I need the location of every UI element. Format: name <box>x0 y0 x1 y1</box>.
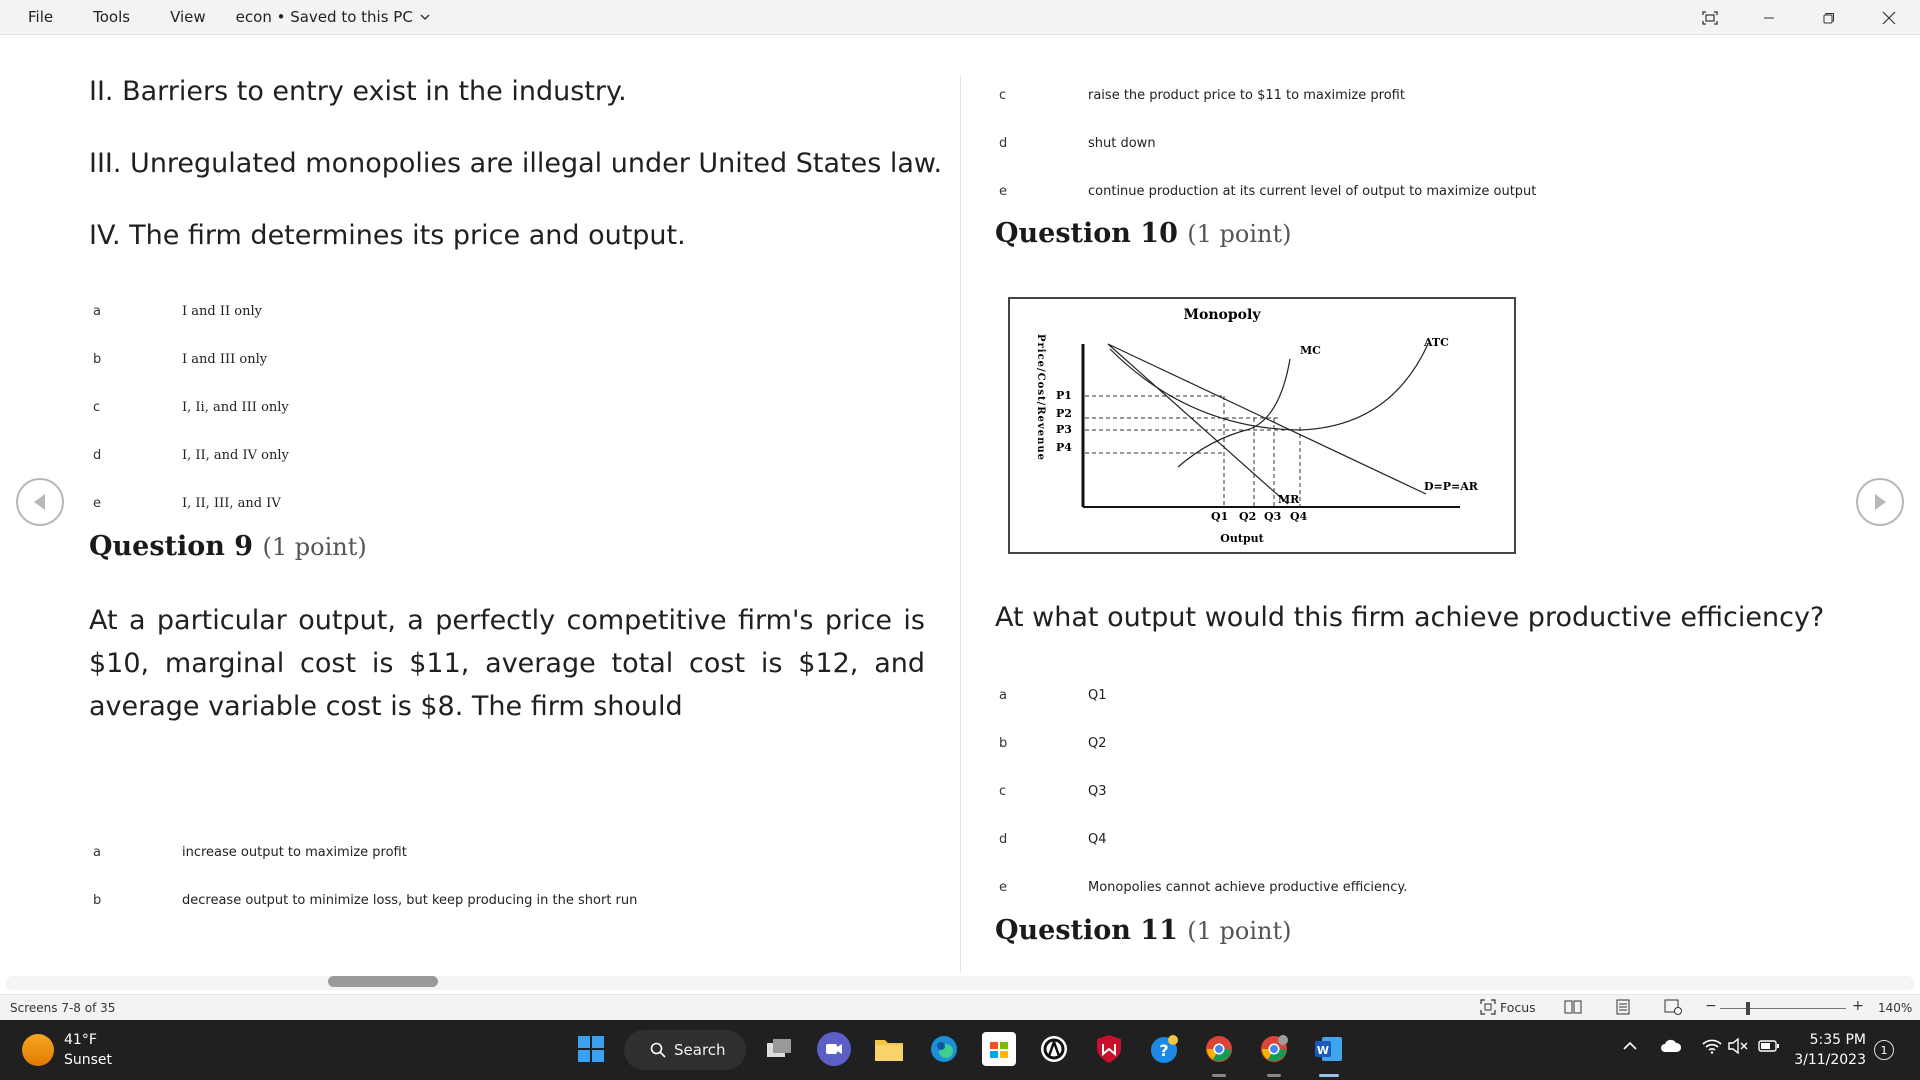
statement-iv: IV. The firm determines its price and output. <box>89 220 686 251</box>
weather-condition: Sunset <box>64 1052 113 1068</box>
chrome-profile-icon[interactable] <box>1257 1032 1291 1066</box>
option-letter: a <box>93 845 101 860</box>
monopoly-chart <box>1008 297 1516 554</box>
qty-label-q4: Q4 <box>1290 510 1308 523</box>
zoom-slider-track[interactable] <box>1720 1008 1846 1009</box>
zoom-slider-thumb[interactable] <box>1746 1002 1750 1015</box>
document-title: econ • Saved to this PC <box>235 8 413 26</box>
option-text: Monopolies cannot achieve productive efficiency. <box>1088 880 1408 895</box>
arrow-right-icon <box>1872 493 1888 511</box>
option-text: increase output to maximize profit <box>182 845 407 860</box>
atc-label: ATC <box>1424 336 1449 349</box>
option-text: I, II, III, and IV <box>182 496 281 511</box>
option-text: decrease output to minimize loss, but keep producing in the short run <box>182 893 638 908</box>
focus-label: Focus <box>1500 999 1536 1015</box>
word-active-indicator <box>1319 1074 1339 1077</box>
option-letter: e <box>93 496 101 511</box>
task-view-icon[interactable] <box>762 1032 796 1066</box>
atc-curve <box>1110 344 1428 430</box>
focus-button[interactable] <box>1480 999 1536 1015</box>
chrome-icon[interactable] <box>1202 1032 1236 1066</box>
page-divider <box>960 76 961 988</box>
menu-view[interactable]: View <box>170 8 206 26</box>
zoom-level[interactable]: 140% <box>1878 1001 1913 1015</box>
read-mode-icon[interactable] <box>1562 998 1584 1016</box>
system-clock[interactable] <box>1790 1030 1866 1070</box>
svg-text:?: ? <box>1159 1041 1169 1060</box>
question-10-heading <box>995 218 1292 249</box>
option-letter: b <box>93 893 102 908</box>
qty-label-q3: Q3 <box>1264 510 1282 523</box>
file-explorer-icon[interactable] <box>872 1032 906 1066</box>
previous-screen-button[interactable] <box>16 478 64 526</box>
chrome-profile-running-indicator <box>1267 1074 1281 1077</box>
document-title-dropdown[interactable] <box>236 8 431 26</box>
weather-temp: 41°F <box>64 1032 97 1048</box>
taskbar <box>0 1020 1920 1080</box>
option-text: I, Ii, and III only <box>182 400 289 415</box>
option-letter: d <box>999 832 1008 847</box>
price-label-p4: P4 <box>1056 441 1072 454</box>
clock-date: 3/11/2023 <box>1794 1052 1866 1068</box>
question-title: Question 11 <box>995 915 1178 946</box>
mcafee-shield-icon[interactable] <box>1092 1032 1126 1066</box>
horizontal-scrollbar[interactable] <box>0 972 1920 992</box>
next-screen-button[interactable] <box>1856 478 1904 526</box>
print-layout-icon[interactable] <box>1612 998 1634 1016</box>
status-bar <box>0 994 1920 1020</box>
price-label-p1: P1 <box>1056 389 1072 402</box>
word-app-icon[interactable] <box>1312 1032 1346 1066</box>
restore-button[interactable] <box>1799 0 1859 35</box>
demand-curve <box>1108 344 1426 494</box>
edge-browser-icon[interactable] <box>927 1032 961 1066</box>
sunset-icon <box>22 1034 54 1066</box>
app-circle-icon[interactable] <box>1037 1032 1071 1066</box>
taskbar-search[interactable] <box>624 1030 746 1070</box>
option-letter: c <box>93 400 101 415</box>
question-title: Question 10 <box>995 218 1178 249</box>
zoom-out-icon[interactable]: − <box>1705 998 1717 1014</box>
search-icon <box>650 1042 666 1058</box>
option-letter: b <box>999 736 1008 751</box>
teams-chat-icon[interactable] <box>817 1032 851 1066</box>
focus-mode-icon[interactable] <box>1680 0 1740 35</box>
price-label-p3: P3 <box>1056 423 1072 436</box>
menu-file[interactable]: File <box>28 8 54 26</box>
option-text: I and III only <box>182 352 268 367</box>
microsoft-store-icon[interactable] <box>982 1032 1016 1066</box>
option-text: continue production at its current level of output to maximize output <box>1088 184 1537 199</box>
chrome-running-indicator <box>1212 1074 1226 1077</box>
mr-label: MR <box>1278 493 1300 506</box>
mc-label: MC <box>1300 344 1321 357</box>
option-letter: a <box>93 304 101 319</box>
question-points: (1 point) <box>1187 917 1292 945</box>
focus-icon <box>1480 999 1496 1015</box>
question-title: Question 9 <box>89 531 254 562</box>
windows-icon <box>577 1035 605 1063</box>
option-text: I, II, and IV only <box>182 448 289 463</box>
qty-label-q1: Q1 <box>1211 510 1229 523</box>
question-9-body: At a particular output, a perfectly competitive firm's price is $10, marginal cost is $11, average total cost is $12, and average variable cost is $8. The firm should <box>89 605 925 722</box>
search-label: Search <box>674 1041 726 1059</box>
y-axis-label: Price/Cost/Revenue <box>1035 334 1046 461</box>
option-text: shut down <box>1088 136 1156 151</box>
wifi-icon[interactable] <box>1702 1038 1722 1058</box>
reading-pane <box>0 36 1920 972</box>
chevron-down-icon <box>419 11 431 23</box>
question-points: (1 point) <box>1187 220 1292 248</box>
onedrive-icon[interactable] <box>1660 1038 1682 1057</box>
option-letter: e <box>999 880 1007 895</box>
mc-curve <box>1178 359 1290 467</box>
option-letter: a <box>999 688 1007 703</box>
start-button[interactable] <box>574 1032 608 1066</box>
option-text: raise the product price to $11 to maximize profit <box>1088 88 1405 103</box>
question-points: (1 point) <box>262 533 367 561</box>
help-icon[interactable] <box>1147 1032 1181 1066</box>
volume-muted-icon[interactable] <box>1728 1038 1750 1058</box>
statement-iii: III. Unregulated monopolies are illegal under United States law. <box>89 148 943 179</box>
question-11-heading <box>995 915 1292 946</box>
scrollbar-thumb[interactable] <box>328 976 438 987</box>
clock-time: 5:35 PM <box>1809 1032 1866 1048</box>
demand-label: D=P=AR <box>1424 480 1478 493</box>
option-letter: c <box>999 784 1007 799</box>
menu-tools[interactable]: Tools <box>93 8 131 26</box>
mr-curve <box>1108 344 1288 504</box>
scrollbar-track[interactable] <box>6 976 1914 990</box>
option-text: Q1 <box>1088 688 1107 703</box>
option-text: Q3 <box>1088 784 1107 799</box>
option-letter: d <box>93 448 102 463</box>
monopoly-chart-svg <box>1010 299 1514 552</box>
question-9-heading <box>89 531 367 562</box>
notification-badge[interactable]: 1 <box>1874 1040 1894 1060</box>
option-text: I and II only <box>182 304 262 319</box>
arrow-left-icon <box>32 493 48 511</box>
option-text: Q4 <box>1088 832 1107 847</box>
svg-text:W: W <box>1316 1044 1330 1057</box>
x-axis-label: Output <box>1220 532 1264 545</box>
battery-icon[interactable] <box>1758 1038 1780 1057</box>
screens-counter: Screens 7-8 of 35 <box>10 1001 116 1015</box>
zoom-in-icon[interactable]: + <box>1852 998 1864 1014</box>
minimize-button[interactable] <box>1739 0 1799 35</box>
close-button[interactable] <box>1859 0 1919 35</box>
option-letter: c <box>999 88 1007 103</box>
qty-label-q2: Q2 <box>1239 510 1257 523</box>
option-letter: e <box>999 184 1007 199</box>
option-letter: b <box>93 352 102 367</box>
title-bar <box>0 0 1920 35</box>
question-10-body: At what output would this firm achieve productive efficiency? <box>995 602 1825 633</box>
statement-ii: II. Barriers to entry exist in the industry. <box>89 76 627 107</box>
price-label-p2: P2 <box>1056 407 1072 420</box>
chart-title: Monopoly <box>1183 307 1261 323</box>
web-layout-icon[interactable] <box>1662 998 1684 1016</box>
chevron-up-icon[interactable] <box>1622 1038 1638 1057</box>
option-text: Q2 <box>1088 736 1107 751</box>
weather-widget[interactable] <box>22 1030 112 1070</box>
option-letter: d <box>999 136 1008 151</box>
